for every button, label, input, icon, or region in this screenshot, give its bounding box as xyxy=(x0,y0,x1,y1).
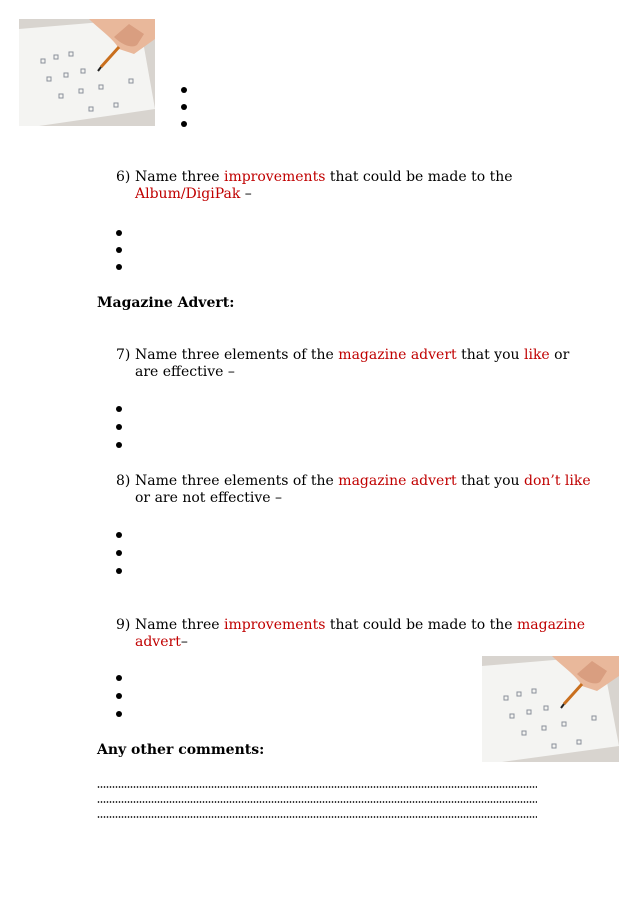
bullet-point xyxy=(116,693,122,699)
bullet-point xyxy=(116,568,122,574)
text-run: Name three xyxy=(135,169,224,185)
text-run: that you xyxy=(456,473,524,489)
question-number: 8) xyxy=(116,473,131,489)
bullet-point xyxy=(181,87,187,93)
question-number: 9) xyxy=(116,617,131,633)
bullet-point xyxy=(116,406,122,412)
question-7-text xyxy=(135,347,569,381)
text-run: that could be made to the xyxy=(325,169,513,185)
dotted-answer-line xyxy=(97,801,537,803)
text-run: that could be made to the xyxy=(325,617,517,633)
dotted-answer-line xyxy=(97,816,537,818)
bullet-point xyxy=(116,550,122,556)
question-6-line-1 xyxy=(135,169,513,186)
highlight-text: magazine advert xyxy=(338,347,457,363)
text-run: Name three xyxy=(135,617,224,633)
highlight-text: like xyxy=(523,347,550,363)
text-run: that you xyxy=(456,347,524,363)
bullet-point xyxy=(116,247,122,253)
section-heading-magazine-advert: Magazine Advert: xyxy=(97,295,235,311)
question-9-line-1 xyxy=(135,617,585,634)
highlight-text: don’t like xyxy=(523,473,591,489)
question-8-line-1 xyxy=(135,473,591,490)
highlight-text: magazine advert xyxy=(338,473,457,489)
question-8-line-2: or are not effective – xyxy=(135,490,282,506)
text-run: or xyxy=(549,347,570,363)
bullet-point xyxy=(181,121,187,127)
bullet-point xyxy=(116,230,122,236)
highlight-text: improvements xyxy=(223,617,326,633)
question-9-line-2 xyxy=(135,634,585,651)
dotted-answer-line xyxy=(97,786,537,788)
bullet-point xyxy=(116,442,122,448)
text-run: Name three elements of the xyxy=(135,347,339,363)
bullet-point xyxy=(116,675,122,681)
question-6-text xyxy=(135,169,513,203)
question-number: 7) xyxy=(116,347,131,363)
question-7-line-2: are effective – xyxy=(135,364,235,380)
highlight-text: advert xyxy=(135,634,181,650)
bullet-point xyxy=(116,711,122,717)
text-run: Name three elements of the xyxy=(135,473,339,489)
test-sheet-photo-bottom xyxy=(482,656,619,762)
text-run: – xyxy=(180,634,188,650)
text-run: – xyxy=(240,186,252,202)
bullet-point xyxy=(116,264,122,270)
question-8-text xyxy=(135,473,591,507)
question-number: 6) xyxy=(116,169,131,185)
bullet-point xyxy=(116,532,122,538)
highlight-text: magazine xyxy=(516,617,586,633)
highlight-text: improvements xyxy=(223,169,326,185)
test-sheet-photo-top xyxy=(19,19,155,126)
highlight-text: Album/DigiPak xyxy=(135,186,241,202)
bullet-point xyxy=(116,424,122,430)
section-heading-any-other-comments: Any other comments: xyxy=(97,742,265,758)
question-6-line-2 xyxy=(135,186,513,203)
question-7-line-1 xyxy=(135,347,569,364)
bullet-point xyxy=(181,104,187,110)
question-9-text xyxy=(135,617,585,651)
